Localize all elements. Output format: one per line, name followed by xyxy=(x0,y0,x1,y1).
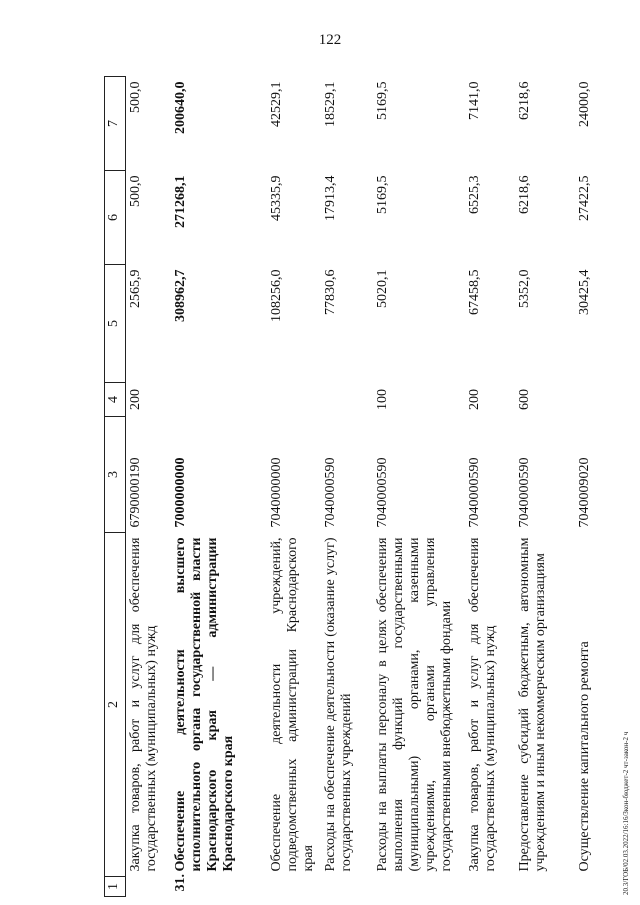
table-row xyxy=(266,77,320,897)
row-name: Закупка товаров, работ и услуг для обеспечения государственных (муниципальных) нужд xyxy=(128,537,160,872)
header-cell: 6 xyxy=(105,171,126,265)
row-expense-type xyxy=(574,383,614,417)
row-expense-type: 200 xyxy=(128,389,143,410)
row-name: Расходы на обеспечение деятельности (оказание услуг) государственных учреждений xyxy=(322,537,354,872)
row-expense-type: 200 xyxy=(466,389,482,410)
row-number xyxy=(320,877,372,897)
row-amount-col7: 18529,1 xyxy=(322,81,338,127)
header-cell: 4 xyxy=(105,383,126,417)
row-amount-col7: 42529,1 xyxy=(268,81,284,127)
document-code: 20.3/ГОБ/02.03.2022/16:16/Зкон-бюджет-2 чт-закон-2 ч xyxy=(622,731,630,895)
row-expense-type: 600 xyxy=(516,389,532,410)
row-amount-col6: 271268,1 xyxy=(172,175,188,228)
row-code: 7040000590 xyxy=(516,457,532,528)
table-row xyxy=(170,77,266,897)
row-amount-col5: 5352,0 xyxy=(516,269,532,308)
header-cell: 5 xyxy=(105,265,126,383)
row-name: Предоставление субсидий бюджетным, автономным учреждениям и иным некоммерческим организациям xyxy=(516,537,548,872)
row-amount-col6: 6218,6 xyxy=(516,175,532,214)
row-expense-type xyxy=(266,383,320,417)
row-number xyxy=(514,877,574,897)
row-amount-col7: 500,0 xyxy=(128,81,143,113)
row-amount-col5: 5020,1 xyxy=(374,269,390,308)
row-code: 7040000590 xyxy=(374,457,390,528)
row-amount-col7: 5169,5 xyxy=(374,81,390,120)
row-amount-col5: 67458,5 xyxy=(466,269,482,315)
row-amount-col5: 30425,4 xyxy=(576,269,592,315)
row-amount-col5: 77830,6 xyxy=(322,269,338,315)
row-number: 31. xyxy=(172,874,188,892)
row-expense-type xyxy=(170,383,266,417)
row-code: 7000000000 xyxy=(172,457,188,528)
page-number: 122 xyxy=(318,32,342,48)
row-name: Обеспечение деятельности учреждений, подведомственных администрации Краснодарского края xyxy=(268,537,316,872)
header-cell: 1 xyxy=(105,877,126,897)
table-row xyxy=(126,77,170,897)
table-row xyxy=(574,77,614,897)
row-number xyxy=(266,877,320,897)
row-code: 7040009020 xyxy=(576,457,592,528)
row-amount-col6: 500,0 xyxy=(128,175,143,207)
header-cell: 2 xyxy=(105,533,126,877)
row-number xyxy=(126,877,170,897)
row-expense-type: 100 xyxy=(374,389,390,410)
table-row xyxy=(464,77,514,897)
row-amount-col7: 200640,0 xyxy=(172,81,188,134)
row-code: 6790000190 xyxy=(128,457,143,528)
row-name: Расходы на выплаты персоналу в целях обеспечения выполнения функций государственными (муниципальными) органами, казенными учреждениями, органами управления государственными внебюджетными фондами xyxy=(374,537,455,872)
row-amount-col5: 108256,0 xyxy=(268,269,284,322)
table-header-row xyxy=(105,77,126,897)
row-number xyxy=(372,877,464,897)
row-amount-col5: 308962,7 xyxy=(172,269,188,322)
table-row xyxy=(320,77,372,897)
row-number xyxy=(574,877,614,897)
header-cell: 7 xyxy=(105,77,126,171)
row-code: 7040000000 xyxy=(268,457,284,528)
row-amount-col7: 7141,0 xyxy=(466,81,482,120)
row-name: Осуществление капитального ремонта xyxy=(576,641,592,872)
row-name: Закупка товаров, работ и услуг для обеспечения государственных (муниципальных) нужд xyxy=(466,537,498,872)
row-expense-type xyxy=(320,383,372,417)
row-amount-col6: 17913,4 xyxy=(322,175,338,221)
row-code: 7040000590 xyxy=(466,457,482,528)
budget-table-rotated xyxy=(104,77,612,897)
row-amount-col7: 6218,6 xyxy=(516,81,532,120)
row-name: Обеспечение деятельности высшего исполнительного органа государственной власти Краснодарского края — администрации Краснодарского края xyxy=(172,537,236,872)
row-amount-col7: 24000,0 xyxy=(576,81,592,127)
table-row xyxy=(372,77,464,897)
row-amount-col6: 5169,5 xyxy=(374,175,390,214)
row-amount-col6: 6525,3 xyxy=(466,175,482,214)
row-number xyxy=(464,877,514,897)
budget-table xyxy=(104,76,614,897)
row-amount-col5: 2565,9 xyxy=(128,269,143,308)
row-amount-col6: 27422,5 xyxy=(576,175,592,221)
table-row xyxy=(514,77,574,897)
header-cell: 3 xyxy=(105,417,126,533)
row-code: 7040000590 xyxy=(322,457,338,528)
row-amount-col6: 45335,9 xyxy=(268,175,284,221)
